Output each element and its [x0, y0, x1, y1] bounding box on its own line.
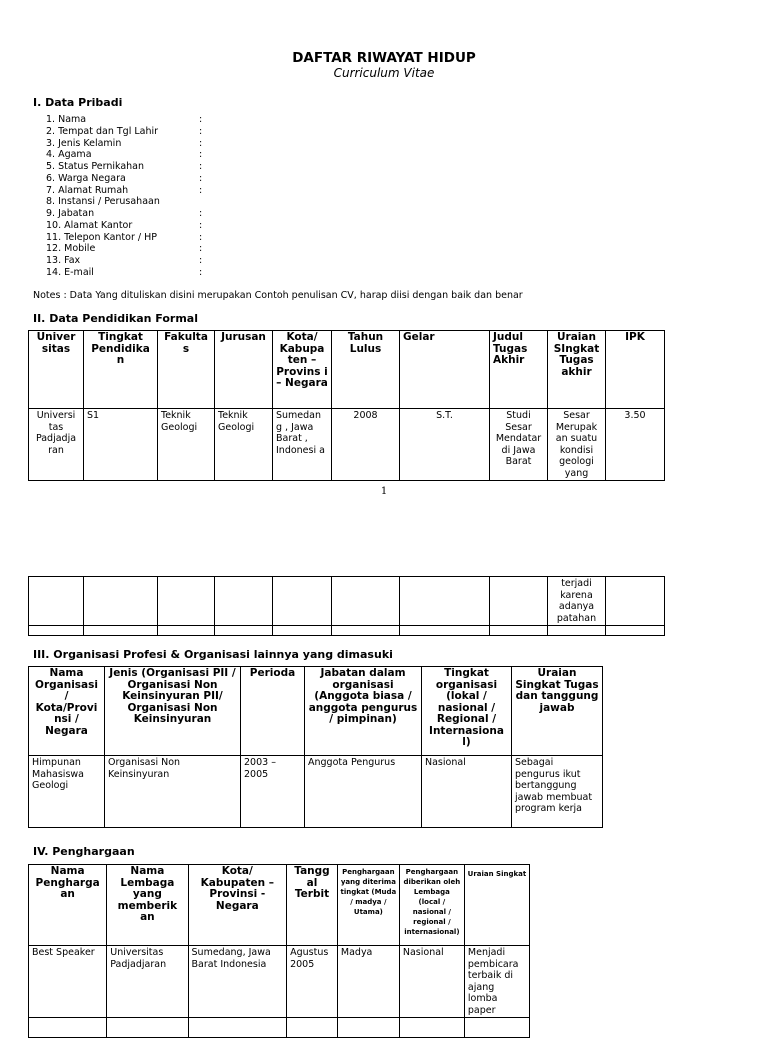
personal-field: 9. Jabatan :	[46, 208, 203, 219]
table-header-row	[29, 331, 665, 409]
personal-field: 12. Mobile :	[46, 243, 203, 255]
table-cell: Sesar Merupak an suatu kondisi geologi yang	[548, 409, 606, 481]
table-header-row	[29, 667, 603, 756]
column-header: Jenis (Organisasi PII / Organisasi Non Keinsinyuran PII/ Organisasi Non Keinsinyuran	[105, 667, 241, 756]
table-cell: S1	[84, 409, 158, 481]
awards-table	[28, 864, 530, 1038]
table-cell: 2003 – 2005	[241, 756, 305, 828]
column-header: Tingkat Pendidika n	[84, 331, 158, 409]
personal-field: 10. Alamat Kantor :	[46, 219, 203, 231]
table-cell: Anggota Pengurus	[305, 756, 422, 828]
column-header: Kota/ Kabupa ten – Provins i – Negara	[273, 331, 332, 409]
column-header: Uraian Singkat	[464, 865, 529, 946]
table-cell: Nasional	[422, 756, 512, 828]
table-row	[29, 626, 665, 636]
column-header: Jabatan dalam organisasi (Anggota biasa / anggota pengurus / pimpinan)	[305, 667, 422, 756]
table-row	[29, 756, 603, 828]
personal-field: 3. Jenis Kelamin :	[46, 137, 203, 149]
column-header: Univer sitas	[29, 331, 84, 409]
column-header: Nama Organisasi / Kota/Provi nsi / Negara	[29, 667, 105, 756]
personal-field: 6. Warga Negara :	[46, 172, 203, 184]
table-cell: Universitas Padjadjaran	[107, 946, 188, 1018]
table-row	[29, 946, 530, 1018]
personal-field: 8. Instansi / Perusahaan	[46, 196, 160, 208]
column-header: Tahun Lulus	[332, 331, 400, 409]
table-cell: 3.50	[606, 409, 665, 481]
table-header-row	[29, 865, 530, 946]
table-row	[29, 1018, 530, 1038]
personal-field: 14. E-mail :	[46, 266, 203, 278]
document-title: DAFTAR RIWAYAT HIDUP	[292, 50, 476, 66]
personal-field: 7. Alamat Rumah :	[46, 184, 203, 196]
notes-text: Notes : Data Yang dituliskan disini merupakan Contoh penulisan CV, harap diisi dengan baik dan benar	[33, 290, 523, 301]
page-number: 1	[380, 486, 388, 497]
table-row	[29, 409, 665, 481]
table-cell: S.T.	[400, 409, 490, 481]
section-awards-heading: IV. Penghargaan	[33, 845, 135, 858]
table-cell: Teknik Geologi	[158, 409, 215, 481]
column-header: IPK	[606, 331, 665, 409]
column-header: Nama Pengharga an	[29, 865, 107, 946]
table-cell: Himpunan Mahasiswa Geologi	[29, 756, 105, 828]
personal-field: 4. Agama :	[46, 149, 203, 161]
personal-field: 5. Status Pernikahan :	[46, 161, 203, 172]
table-cell: Teknik Geologi	[215, 409, 273, 481]
column-header: Jurusan	[215, 331, 273, 409]
personal-field: 2. Tempat dan Tgl Lahir :	[46, 125, 203, 137]
organization-table	[28, 666, 603, 828]
column-header: Nama Lembaga yang memberik an	[107, 865, 188, 946]
document-subtitle: Curriculum Vitae	[333, 66, 435, 80]
table-cell: Madya	[337, 946, 399, 1018]
column-header: Perioda	[241, 667, 305, 756]
document-header	[0, 50, 768, 80]
column-header: Fakulta s	[158, 331, 215, 409]
education-table-continued	[28, 576, 665, 636]
table-cell: terjadi karena adanya patahan	[548, 577, 606, 626]
table-row	[29, 577, 665, 626]
column-header: Gelar	[400, 331, 490, 409]
column-header: Tangg al Terbit	[287, 865, 338, 946]
table-cell: Sebagai pengurus ikut bertanggung jawab membuat program kerja	[512, 756, 603, 828]
personal-field: 11. Telepon Kantor / HP :	[46, 231, 203, 243]
section-organization-heading: III. Organisasi Profesi & Organisasi lainnya yang dimasuki	[33, 648, 393, 661]
personal-field: 1. Nama :	[46, 114, 203, 125]
personal-data-list	[46, 114, 202, 279]
column-header: Tingkat organisasi (lokal / nasional / Regional / Internasiona l)	[422, 667, 512, 756]
column-header: Penghargaan diberikan oleh Lembaga (local / nasional / regional / internasional)	[399, 865, 464, 946]
table-cell: 2008	[332, 409, 400, 481]
table-cell: Sumedan g , Jawa Barat , Indonesi a	[273, 409, 332, 481]
table-cell: Menjadi pembicara terbaik di ajang lomba paper	[464, 946, 529, 1018]
table-cell: Studi Sesar Mendatar di Jawa Barat	[490, 409, 548, 481]
table-cell: Best Speaker	[29, 946, 107, 1018]
personal-field: 13. Fax :	[46, 255, 203, 266]
column-header: Penghargaan yang diterima tingkat (Muda / madya / Utama)	[337, 865, 399, 946]
education-table	[28, 330, 665, 481]
section-personal-heading: I. Data Pribadi	[33, 96, 123, 109]
table-cell: Sumedang, Jawa Barat Indonesia	[188, 946, 287, 1018]
column-header: Uraian SIngkat Tugas akhir	[548, 331, 606, 409]
table-cell: Agustus 2005	[287, 946, 338, 1018]
table-cell: Universi tas Padjadja ran	[29, 409, 84, 481]
table-cell: Organisasi Non Keinsinyuran	[105, 756, 241, 828]
table-cell: Nasional	[399, 946, 464, 1018]
column-header: Kota/ Kabupaten – Provinsi - Negara	[188, 865, 287, 946]
column-header: Uraian Singkat Tugas dan tanggung jawab	[512, 667, 603, 756]
section-education-heading: II. Data Pendidikan Formal	[33, 312, 199, 325]
column-header: Judul Tugas Akhir	[490, 331, 548, 409]
